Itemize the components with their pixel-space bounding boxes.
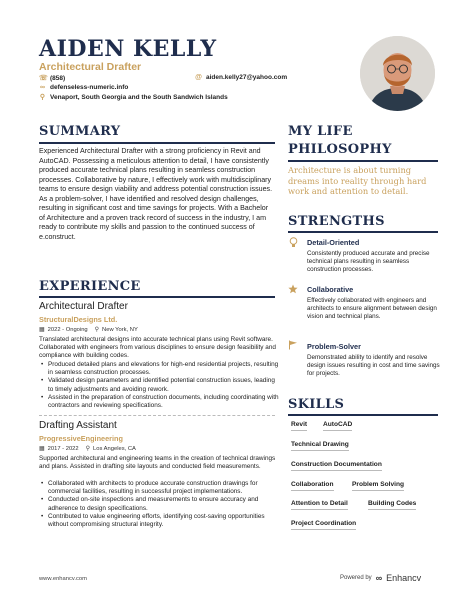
job-bullets [39,361,279,410]
summary-heading: SUMMARY [39,124,121,139]
website-text: defenseless-numeric.info [50,84,129,91]
job-dates: 2017 - 2022 [47,445,79,452]
strength-desc: Consistently produced accurate and precise technical plans resulting in seamless construction processes. [307,250,430,273]
philosophy-heading-line1: MY LIFE [288,124,353,139]
list-item: • Validated design parameters and identified potential construction issues, leading to timely adjustments and avoiding rework. [39,377,279,393]
contact-website[interactable] [39,84,128,91]
link-icon: ∞ [40,84,45,91]
calendar-icon: ▦ [39,327,45,333]
candidate-role: Architectural Drafter [39,61,142,73]
location-pin-icon: ⚲ [94,327,100,333]
skill-tag: Technical Drawing [291,441,349,451]
strengths-rule [288,231,438,233]
job-location: New York, NY [102,326,138,333]
job-company: ProgressiveEngineering [39,434,123,443]
location-pin-icon: ⚲ [85,446,91,452]
candidate-name: AIDEN KELLY [39,36,217,62]
strength-title: Detail-Oriented [307,238,360,247]
skill-tag: Collaboration [291,481,334,491]
skill-tag: AutoCAD [323,421,352,431]
summary-rule [39,142,275,144]
job-meta [39,326,138,333]
summary-text: Experienced Architectural Drafter with a strong proficiency in Revit and AutoCAD. Possessing a meticulous attention to detail, I have consistently produced accurate technical plans resulting in seamless construction processes. Collaborative by nature, I effectively work with multidisciplinary teams to ensure design viability and address potential construction issues. As a problem-solver, I have identified and resolved design challenges, resulting in significant cost and time savings for projects. With a Bachelor of Architecture and a proven track record of success in the industry, I am ready to contribute my skills and passion to the continued success of e.construct. [39,147,273,241]
job-title: Drafting Assistant [39,420,117,431]
footer-powered-by[interactable] [340,573,421,583]
strengths-heading: STRENGTHS [288,214,385,229]
strength-desc: Effectively collaborated with engineers and architects to ensure alignment between design vision and technical plans. [307,297,437,320]
location-pin-icon: ⚲ [39,94,46,101]
star-icon [288,284,298,296]
list-item: • Contributed to value engineering efforts, identifying cost-saving opportunities without compromising structural integrity. [39,513,279,529]
job-bullets [39,480,279,529]
skill-tag: Revit [291,421,307,431]
strength-title: Collaborative [307,285,354,294]
avatar [360,36,435,111]
powered-by-label: Powered by [340,575,372,581]
philosophy-rule [288,160,438,162]
job-description: Supported architectural and engineering teams in the creation of technical drawings and plans. Assisted in drafting site layouts and conducted field measurements. [39,455,276,471]
job-title: Architectural Drafter [39,301,128,312]
skill-tag: Construction Documentation [291,461,382,471]
job-dates: 2022 - Ongoing [47,326,88,333]
strength-desc: Demonstrated ability to identify and resolve design issues resulting in cost and time savings for projects. [307,354,440,377]
job-meta [39,445,136,452]
contact-location [39,93,228,101]
experience-heading: EXPERIENCE [39,279,141,294]
footer-website[interactable]: www.enhancv.com [39,576,87,582]
calendar-icon: ▦ [39,446,45,452]
job-company: StructuralDesigns Ltd. [39,315,118,324]
job-divider [39,415,275,416]
list-item: • Conducted on-site inspections and measurements to ensure accuracy and adherence to design specifications. [39,496,279,512]
list-item: • Collaborated with architects to produce accurate construction drawings for commercial facilities, resulting in successful project implementations. [39,480,279,496]
contact-phone [39,74,65,82]
enhancv-logo-icon: ∞ [375,573,383,583]
experience-rule [39,296,275,298]
flag-icon [288,340,298,352]
phone-icon: ☏ [39,75,48,82]
skill-tag: Attention to Detail [291,500,348,510]
skills-rule [288,414,438,416]
job-description: Translated architectural designs into accurate technical plans using Revit software. Collaborated with engineers from various disciplines to ensure design feasibility and compliance with building codes. [39,336,276,360]
avatar-portrait [360,36,435,111]
strength-title: Problem-Solver [307,342,361,351]
email-text: aiden.kelly27@yahoo.com [206,74,288,81]
skill-tag: Problem Solving [352,481,404,491]
list-item: • Produced detailed plans and elevations for high-end residential projects, resulting in seamless construction processes. [39,361,279,377]
philosophy-quote: Architecture is about turning dreams into reality through hard work and attention to detail. [288,165,427,197]
list-item: • Assisted in the preparation of construction documents, including coordinating with contractors and reviewing specifications. [39,394,279,410]
at-icon: @ [195,74,202,81]
skill-tag: Project Coordination [291,520,356,530]
contact-email[interactable] [195,74,287,81]
job-location: Los Angeles, CA [93,445,136,452]
phone-text: (858) [50,74,66,82]
skill-tag: Building Codes [368,500,416,510]
skills-heading: SKILLS [288,397,345,412]
lightbulb-icon [288,237,298,250]
brand-name: Enhancv [386,573,422,583]
location-text: Venaport, South Georgia and the South Sandwich Islands [50,93,228,101]
philosophy-heading-line2: PHILOSOPHY [288,142,392,157]
